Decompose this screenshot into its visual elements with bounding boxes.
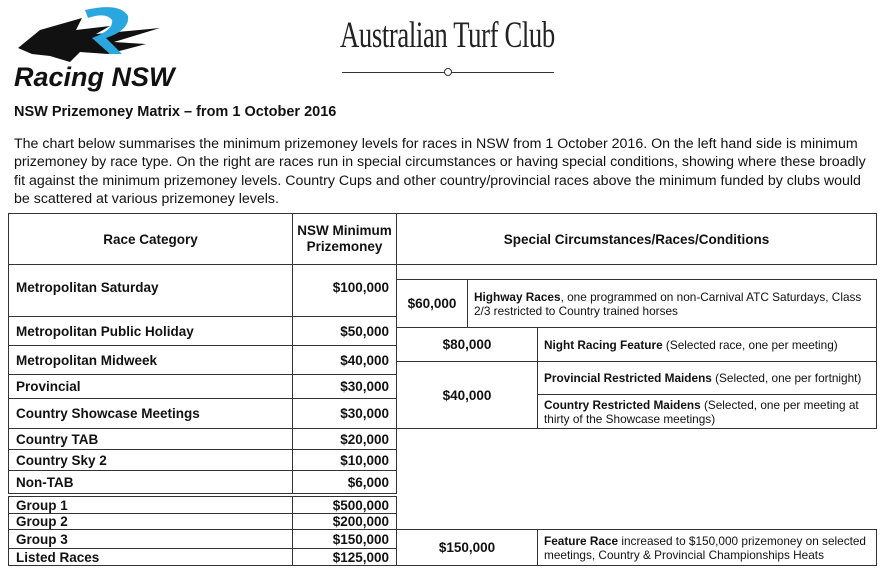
- row-minimum: $125,000: [292, 548, 397, 566]
- row-category: Provincial: [8, 374, 293, 399]
- special-name: Provincial Restricted Maidens: [544, 371, 712, 385]
- row-minimum: $500,000: [292, 496, 397, 514]
- row-category: Group 2: [8, 513, 293, 530]
- special-detail: (Selected, one per meeting at thirty of the Showcase meetings): [544, 397, 859, 426]
- row-category: Metropolitan Public Holiday: [8, 316, 293, 346]
- row-category: Country TAB: [8, 428, 293, 450]
- row-minimum: $20,000: [292, 428, 397, 450]
- special-description: [467, 279, 877, 328]
- row-category: Group 1: [8, 496, 293, 514]
- special-name: Feature Race: [544, 533, 619, 548]
- special-amount: $40,000: [396, 361, 538, 429]
- special-detail: , one programmed on non-Carnival ATC Saturdays, Class 2/3 restricted to Country trained horses: [474, 289, 862, 318]
- row-minimum: $100,000: [292, 264, 397, 317]
- special-name: Highway Races: [474, 289, 561, 304]
- row-minimum: $50,000: [292, 316, 397, 346]
- row-minimum: $150,000: [292, 529, 397, 549]
- row-minimum: $200,000: [292, 513, 397, 530]
- row-minimum: $30,000: [292, 374, 397, 399]
- row-minimum: $6,000: [292, 470, 397, 494]
- special-name: Night Racing Feature: [544, 337, 663, 352]
- row-category: Metropolitan Saturday: [8, 264, 293, 317]
- special-amount: $80,000: [396, 327, 538, 362]
- row-category: Country Sky 2: [8, 449, 293, 471]
- special-detail: increased to $150,000 prizemoney on selected meetings, Country & Provincial Championships Heats: [544, 533, 866, 562]
- header-special-circumstances: Special Circumstances/Races/Conditions: [396, 213, 877, 265]
- intro-paragraph: The chart below summarises the minimum prizemoney levels for races in NSW from 1 October 2016. On the left hand side is minimum prizemoney by race type. On the right are races run in special circumstances or having special conditions, showing where these broadly fit against the minimum prizemoney levels. Country Cups and other country/provincial races above the minimum funded by clubs would be scattered at various prizemoney levels.: [14, 136, 866, 207]
- row-minimum: $40,000: [292, 345, 397, 375]
- row-category: Metropolitan Midweek: [8, 345, 293, 375]
- special-description: [537, 361, 877, 395]
- special-name: Country Restricted Maidens: [544, 397, 701, 412]
- row-minimum: $10,000: [292, 449, 397, 471]
- special-description: [537, 529, 877, 566]
- page-title: NSW Prizemoney Matrix – from 1 October 2016: [14, 104, 337, 120]
- special-description: [537, 394, 877, 429]
- atc-logo: Australian Turf Club: [340, 15, 555, 56]
- row-category: Country Showcase Meetings: [8, 398, 293, 429]
- row-category: Non-TAB: [8, 470, 293, 494]
- special-detail: (Selected race, one per meeting): [662, 337, 838, 352]
- header-race-category: Race Category: [8, 213, 293, 265]
- header-nsw-minimum: NSW Minimum Prizemoney: [292, 213, 397, 265]
- atc-logo-dot: [444, 68, 452, 76]
- special-amount: $60,000: [396, 279, 468, 328]
- special-amount: $150,000: [396, 529, 538, 566]
- special-description: [537, 327, 877, 362]
- special-detail: (Selected, one per fortnight): [711, 371, 862, 385]
- racing-nsw-logo: [10, 4, 180, 99]
- row-category: Listed Races: [8, 548, 293, 566]
- row-minimum: $30,000: [292, 398, 397, 429]
- row-category: Group 3: [8, 529, 293, 549]
- racing-nsw-wordmark: Racing NSW: [14, 62, 175, 92]
